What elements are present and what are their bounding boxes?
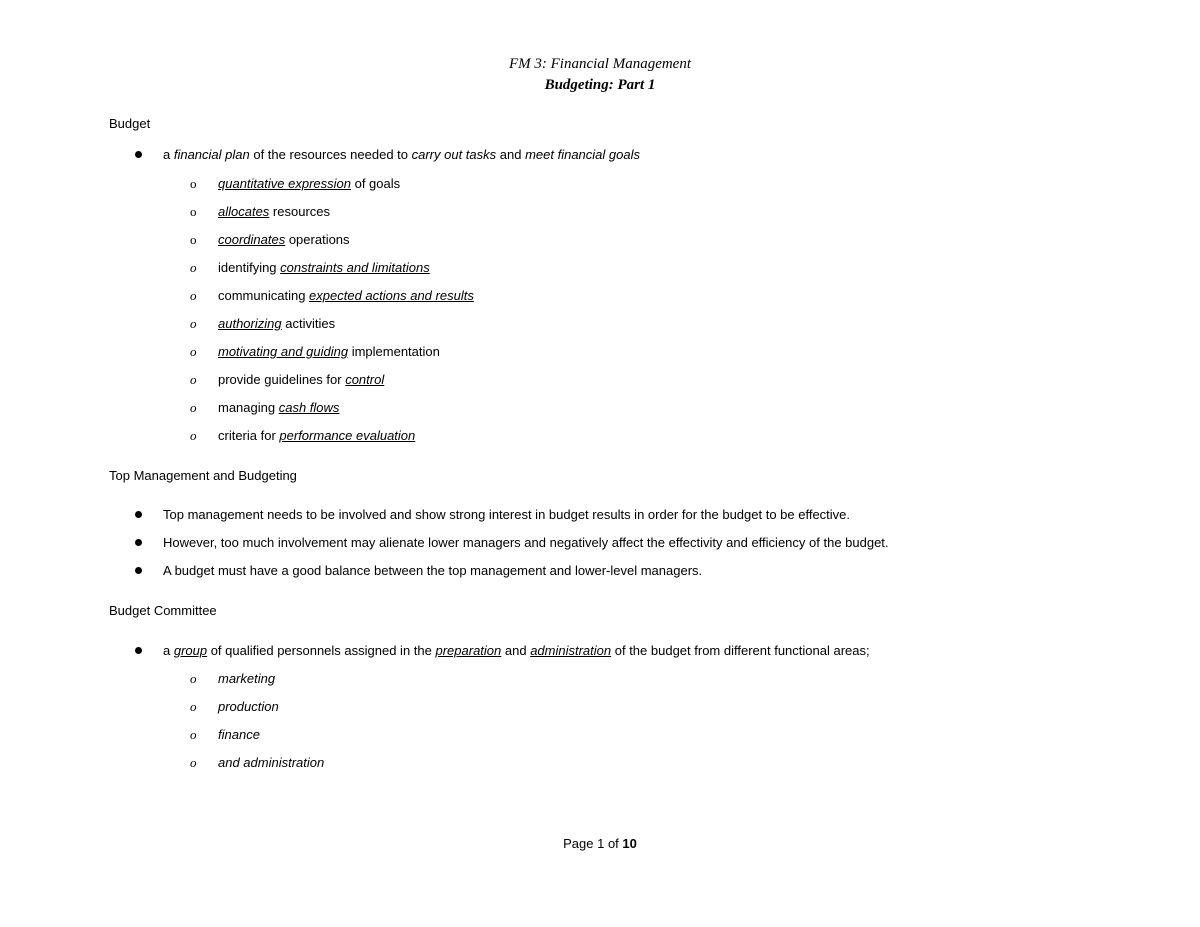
sub-bullet-icon: o <box>190 176 197 191</box>
section-heading-budget: Budget <box>109 116 151 131</box>
sub-bullet-icon: o <box>190 727 197 742</box>
document-title: FM 3: Financial Management <box>508 56 692 72</box>
bullet-icon <box>135 539 142 546</box>
page-footer: Page 1 of 10 <box>563 836 637 851</box>
sub-bullet-icon: o <box>190 316 197 331</box>
sub-bullet-icon: o <box>190 755 197 770</box>
bullet-icon <box>135 647 142 654</box>
sub-bullet-icon: o <box>190 699 197 714</box>
sub-bullet-icon: o <box>190 671 197 686</box>
sub-bullet-icon: o <box>190 232 197 247</box>
document-subtitle: Budgeting: Part 1 <box>544 77 656 93</box>
section-heading-budget-committee: Budget Committee <box>109 603 217 618</box>
sub-bullet-icon: o <box>190 372 197 387</box>
sub-bullet-icon: o <box>190 288 197 303</box>
document-header <box>0 54 1200 96</box>
sub-bullet-icon: o <box>190 260 197 275</box>
sub-bullet-icon: o <box>190 344 197 359</box>
bullet-icon <box>135 511 142 518</box>
section-heading-top-management: Top Management and Budgeting <box>109 468 297 483</box>
bullet-icon <box>135 567 142 574</box>
sub-bullet-icon: o <box>190 400 197 415</box>
bullet-icon <box>135 151 142 158</box>
sub-bullet-icon: o <box>190 428 197 443</box>
document-page: FM 3: Financial Management Budgeting: Part 1 Budget a financial plan of the resources needed to carry out tasks and meet financial goals Top Management and Budgeting Budget Committee a group of qualified personnels assigned in the preparation and administration of the budget from different functional areas; Page 1 of 10 o quantitative expression of goals o allocates resources o coordinates operations o identifying constraints and limitations o communicating expected actions and results o authorizing activities o motivating and guiding implementation o provide guidelines for control o managing cash flows o criteria for performance evaluation Top management needs to be involved and show strong interest in budget results in order for the budget to be effective. However, too much involvement may alienate lower managers and negatively affect the effectivity and efficiency of the budget. A budget must have a good balance between the top management and lower-level managers. o marketing o production o finance o and administration <box>0 0 1200 927</box>
sub-bullet-icon: o <box>190 204 197 219</box>
